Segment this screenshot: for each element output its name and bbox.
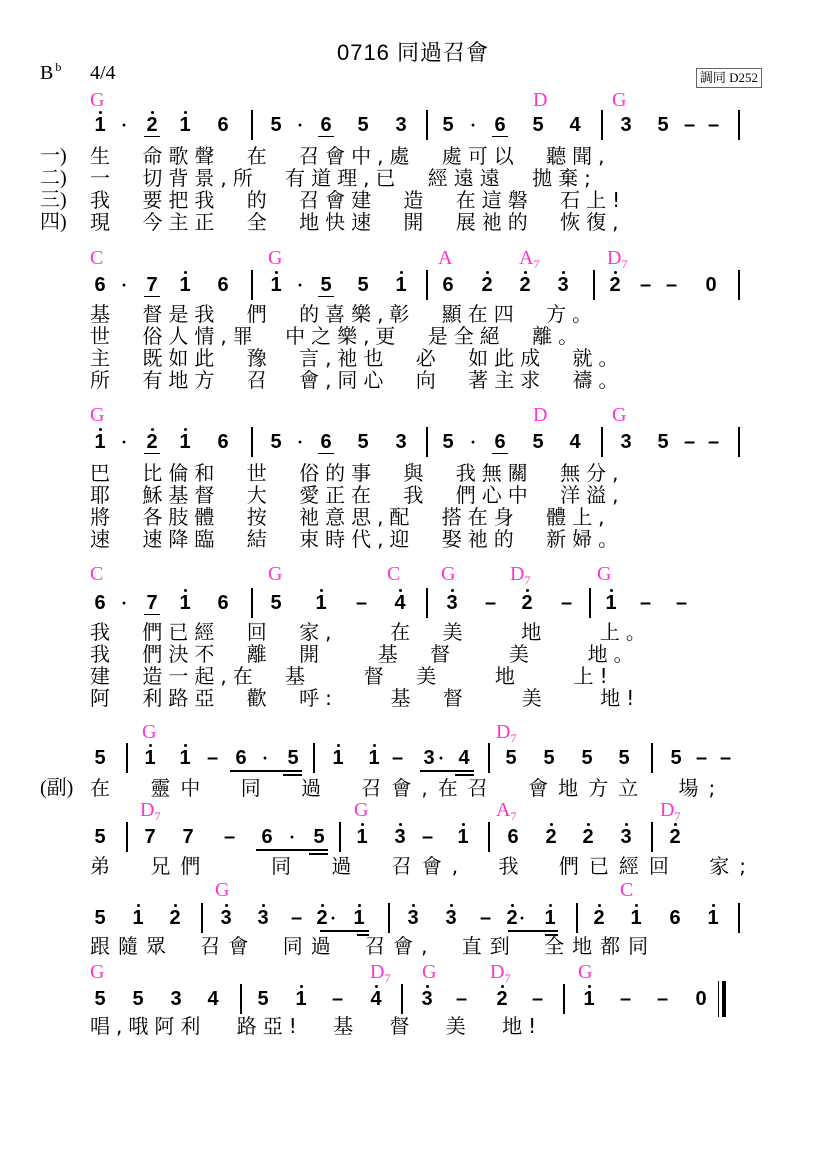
chord: $D_7$: [370, 961, 391, 985]
note: 4: [458, 747, 470, 769]
note: 4: [207, 988, 219, 1010]
verse-label-1: 一): [40, 145, 67, 167]
note: 1: [268, 274, 284, 296]
chord: C: [387, 563, 401, 585]
lyric-line: 速 速降臨 結 束時代,迎 娶祂的 新婦。: [90, 527, 625, 551]
note: 2: [479, 274, 495, 296]
note: 6: [217, 114, 229, 136]
note: 5: [543, 747, 555, 769]
rest: 0: [695, 988, 707, 1010]
note: 5: [270, 431, 282, 453]
chord: A: [438, 247, 453, 269]
barline: [251, 427, 253, 457]
barline: [313, 743, 315, 773]
note: 6: [217, 274, 229, 296]
hold-dash: –: [696, 747, 708, 769]
lyric-line: 主 既如此 豫 言,祂也 必 如此成 就。: [90, 346, 625, 370]
chord: G: [612, 89, 627, 111]
chord: G: [90, 961, 105, 983]
note: 1: [581, 988, 597, 1010]
note: 1: [130, 907, 146, 929]
chord: G: [612, 404, 627, 426]
hold-dash: –: [392, 747, 404, 769]
final-barline: [718, 981, 724, 1017]
augmentation-dot: ·: [330, 908, 337, 928]
hold-dash: –: [207, 747, 219, 769]
note: 2: [504, 907, 520, 929]
note: 5: [442, 431, 454, 453]
hold-dash: –: [676, 592, 688, 614]
lyric-line: 我 們決不 離 開 基 督 美 地。: [90, 642, 640, 666]
hold-dash: –: [620, 988, 632, 1010]
note: 5: [94, 747, 106, 769]
note: 2: [314, 907, 330, 929]
hold-dash: –: [708, 431, 720, 453]
augmentation-dot: ·: [470, 115, 477, 135]
note: 2: [519, 592, 535, 614]
note: 3: [444, 592, 460, 614]
barline: [251, 270, 253, 300]
note: 1: [177, 431, 193, 453]
chord: G: [597, 563, 612, 585]
note: 7: [144, 274, 160, 297]
note: 3: [419, 988, 435, 1010]
note: 1: [366, 747, 382, 769]
note: 2: [543, 826, 559, 848]
note: 6: [217, 431, 229, 453]
note: 1: [92, 114, 108, 136]
note: 5: [94, 988, 106, 1010]
note: 2: [494, 988, 510, 1010]
note: 1: [177, 592, 193, 614]
note: 3: [170, 988, 182, 1010]
barline: [488, 743, 490, 773]
lyric-line: 耶 穌基督 大 愛正在 我 們心中 洋溢,: [90, 483, 625, 507]
note: 5: [657, 431, 669, 453]
note: 5: [442, 114, 454, 136]
barline: [426, 427, 428, 457]
augmentation-dot: ·: [470, 432, 477, 452]
chorus-label: (副): [40, 777, 74, 799]
note: 6: [94, 274, 106, 296]
hold-dash: –: [684, 431, 696, 453]
augmentation-dot: ·: [262, 748, 269, 768]
barline: [126, 743, 128, 773]
note: 3: [443, 907, 459, 929]
note: 7: [182, 826, 194, 848]
barline: [601, 110, 603, 140]
chord: G: [578, 961, 593, 983]
note: 5: [657, 114, 669, 136]
augmentation-dot: ·: [297, 432, 304, 452]
note: 5: [357, 274, 369, 296]
note: 1: [542, 907, 558, 929]
barline: [738, 427, 740, 457]
lyric-line: 所 有地方 召 會,同心 向 著主求 禱。: [90, 368, 625, 392]
note: 2: [517, 274, 533, 296]
note: 5: [313, 826, 325, 848]
verse-label-3: 三): [40, 189, 67, 211]
note: 3: [392, 826, 408, 848]
barline: [563, 984, 565, 1014]
barline: [126, 822, 128, 852]
chord: C: [90, 563, 104, 585]
note: 5: [270, 114, 282, 136]
chord: G: [354, 799, 369, 821]
augmentation-dot: ·: [121, 275, 128, 295]
note: 5: [94, 826, 106, 848]
note: 1: [177, 747, 193, 769]
note: 1: [177, 274, 193, 296]
hold-dash: –: [332, 988, 344, 1010]
beam: [320, 930, 369, 932]
chord: G: [268, 563, 283, 585]
lyric-line: 世 俗人情,罪 中之樂,更 是全絕 離。: [90, 324, 585, 348]
lyric-line: 我 要把我 的 召會建 造 在這磐 石上!: [90, 188, 627, 212]
note: 1: [705, 907, 721, 929]
barline: [426, 588, 428, 618]
augmentation-dot: ·: [121, 432, 128, 452]
hold-dash: –: [480, 907, 492, 929]
note: 5: [357, 114, 369, 136]
barline: [401, 984, 403, 1014]
note: 5: [581, 747, 593, 769]
chord: C: [620, 879, 634, 901]
song-title: 0716 同過召會: [336, 40, 490, 65]
note: 2: [144, 431, 160, 454]
chord: G: [268, 247, 283, 269]
hold-dash: –: [720, 747, 732, 769]
beam: [256, 849, 328, 851]
note: 1: [603, 592, 619, 614]
chord: G: [90, 404, 105, 426]
note: 5: [270, 592, 282, 614]
note: 2: [144, 114, 160, 137]
note: 6: [318, 431, 334, 454]
barline: [738, 903, 740, 933]
barline: [388, 903, 390, 933]
hold-dash: –: [684, 114, 696, 136]
note: 5: [132, 988, 144, 1010]
hold-dash: –: [291, 907, 303, 929]
note: 1: [142, 747, 158, 769]
chord: $D_7$: [607, 247, 628, 271]
note: 1: [177, 114, 193, 136]
verse-label-2: 二): [40, 167, 67, 189]
lyric-line: 巴 比倫和 世 俗的事 與 我無關 無分,: [90, 461, 625, 485]
note: 6: [235, 747, 247, 769]
beam: [230, 770, 302, 772]
barline: [651, 743, 653, 773]
key-letter: B: [40, 62, 54, 84]
note: 5: [287, 747, 299, 769]
note: 1: [313, 592, 329, 614]
note: 3: [618, 826, 634, 848]
note: 2: [607, 274, 623, 296]
chord: G: [142, 721, 157, 743]
note: 5: [618, 747, 630, 769]
hold-dash: –: [422, 826, 434, 848]
note: 5: [532, 114, 544, 136]
lyric-line: 一 切背景,所 有道理,已 經遠遠 拋棄;: [90, 166, 597, 190]
lyric-line: 跟隨眾 召會 同過 召會, 直到 全地都同: [90, 934, 657, 958]
lyric-line: 在 靈中 同 過 召會,在召 會地方立 場;: [90, 776, 726, 800]
chord: $D_7$: [496, 721, 517, 745]
note: 6: [492, 114, 508, 137]
barline: [593, 270, 595, 300]
hold-dash: –: [224, 826, 236, 848]
lyric-line: 現 今主正 全 地快速 開 展祂的 恢復,: [90, 210, 625, 234]
note: 5: [257, 988, 269, 1010]
hold-dash: –: [708, 114, 720, 136]
augmentation-dot: ·: [438, 748, 445, 768]
verse-label-4: 四): [40, 211, 67, 233]
hold-dash: –: [356, 592, 368, 614]
hold-dash: –: [657, 988, 669, 1010]
barline: [738, 110, 740, 140]
chord: C: [90, 247, 104, 269]
tune-reference: 調同 D252: [696, 68, 762, 88]
note: 2: [580, 826, 596, 848]
note: 1: [92, 431, 108, 453]
chord: $D_7$: [140, 799, 161, 823]
lyric-line: 基 督是我 們 的喜樂,彰 顯在四 方。: [90, 302, 599, 326]
barline: [339, 822, 341, 852]
barline: [201, 903, 203, 933]
note: 3: [620, 431, 632, 453]
note: 4: [569, 431, 581, 453]
note: 6: [261, 826, 273, 848]
note: 4: [368, 988, 384, 1010]
hold-dash: –: [532, 988, 544, 1010]
note: 3: [423, 747, 435, 769]
note: 3: [255, 907, 271, 929]
hold-dash: –: [640, 592, 652, 614]
chord: $D_7$: [660, 799, 681, 823]
barline: [651, 822, 653, 852]
note: 3: [405, 907, 421, 929]
chord: D: [533, 89, 548, 111]
rest: 0: [705, 274, 717, 296]
lyric-line: 生 命歌聲 在 召會中,處 處可以 聽聞,: [90, 144, 611, 168]
chord: $D_7$: [490, 961, 511, 985]
chord: $D_7$: [510, 563, 531, 587]
chord: D: [533, 404, 548, 426]
time-signature: 4/4: [90, 62, 116, 84]
note: 2: [667, 826, 683, 848]
hold-dash: –: [640, 274, 652, 296]
augmentation-dot: ·: [121, 115, 128, 135]
hold-dash: –: [456, 988, 468, 1010]
note: 6: [507, 826, 519, 848]
note: 3: [555, 274, 571, 296]
chord: G: [422, 961, 437, 983]
note: 1: [393, 274, 409, 296]
note: 1: [455, 826, 471, 848]
note: 3: [395, 114, 407, 136]
chord: G: [90, 89, 105, 111]
note: 4: [392, 592, 408, 614]
note: 1: [293, 988, 309, 1010]
beam: [420, 770, 474, 772]
barline: [488, 822, 490, 852]
note: 6: [94, 592, 106, 614]
note: 2: [591, 907, 607, 929]
lyric-line: 唱,哦阿利 路亞! 基 督 美 地!: [90, 1014, 543, 1038]
barline: [589, 588, 591, 618]
lyric-line: 弟 兄們 同 過 召會, 我 們已經回 家;: [90, 854, 756, 878]
note: 1: [351, 907, 367, 929]
note: 2: [167, 907, 183, 929]
barline: [251, 110, 253, 140]
barline: [601, 427, 603, 457]
chord: $A_7$: [496, 799, 517, 823]
augmentation-dot: ·: [297, 115, 304, 135]
note: 5: [94, 907, 106, 929]
note: 3: [395, 431, 407, 453]
barline: [240, 984, 242, 1014]
note: 5: [505, 747, 517, 769]
note: 6: [492, 431, 508, 454]
note: 6: [442, 274, 454, 296]
barline: [426, 270, 428, 300]
chord: G: [215, 879, 230, 901]
note: 5: [670, 747, 682, 769]
note: 1: [628, 907, 644, 929]
note: 1: [330, 747, 346, 769]
barline: [576, 903, 578, 933]
note: 6: [217, 592, 229, 614]
lyric-line: 將 各肢體 按 祂意思,配 搭在身 體上,: [90, 505, 611, 529]
note: 3: [218, 907, 234, 929]
hold-dash: –: [561, 592, 573, 614]
beam: [508, 930, 558, 932]
note: 5: [532, 431, 544, 453]
note: 7: [144, 592, 160, 615]
augmentation-dot: ·: [519, 908, 526, 928]
note: 5: [357, 431, 369, 453]
lyric-line: 我 們已經 回 家, 在 美 地 上。: [90, 620, 652, 644]
chord: G: [441, 563, 456, 585]
augmentation-dot: ·: [121, 593, 128, 613]
note: 3: [620, 114, 632, 136]
note: 6: [669, 907, 681, 929]
flat-sign: b: [55, 60, 62, 74]
note: 4: [569, 114, 581, 136]
note: 1: [354, 826, 370, 848]
note: 6: [318, 114, 334, 137]
chord: $A_7$: [519, 247, 540, 271]
hold-dash: –: [666, 274, 678, 296]
lyric-line: 阿 利路亞 歡 呼: 基 督 美 地!: [90, 686, 641, 710]
hold-dash: –: [485, 592, 497, 614]
augmentation-dot: ·: [289, 827, 296, 847]
barline: [426, 110, 428, 140]
lyric-line: 建 造一起,在 基 督 美 地 上!: [90, 664, 614, 688]
barline: [251, 588, 253, 618]
note: 5: [318, 274, 334, 297]
note: 7: [144, 826, 156, 848]
barline: [738, 270, 740, 300]
key-signature: [40, 62, 61, 85]
augmentation-dot: ·: [297, 275, 304, 295]
